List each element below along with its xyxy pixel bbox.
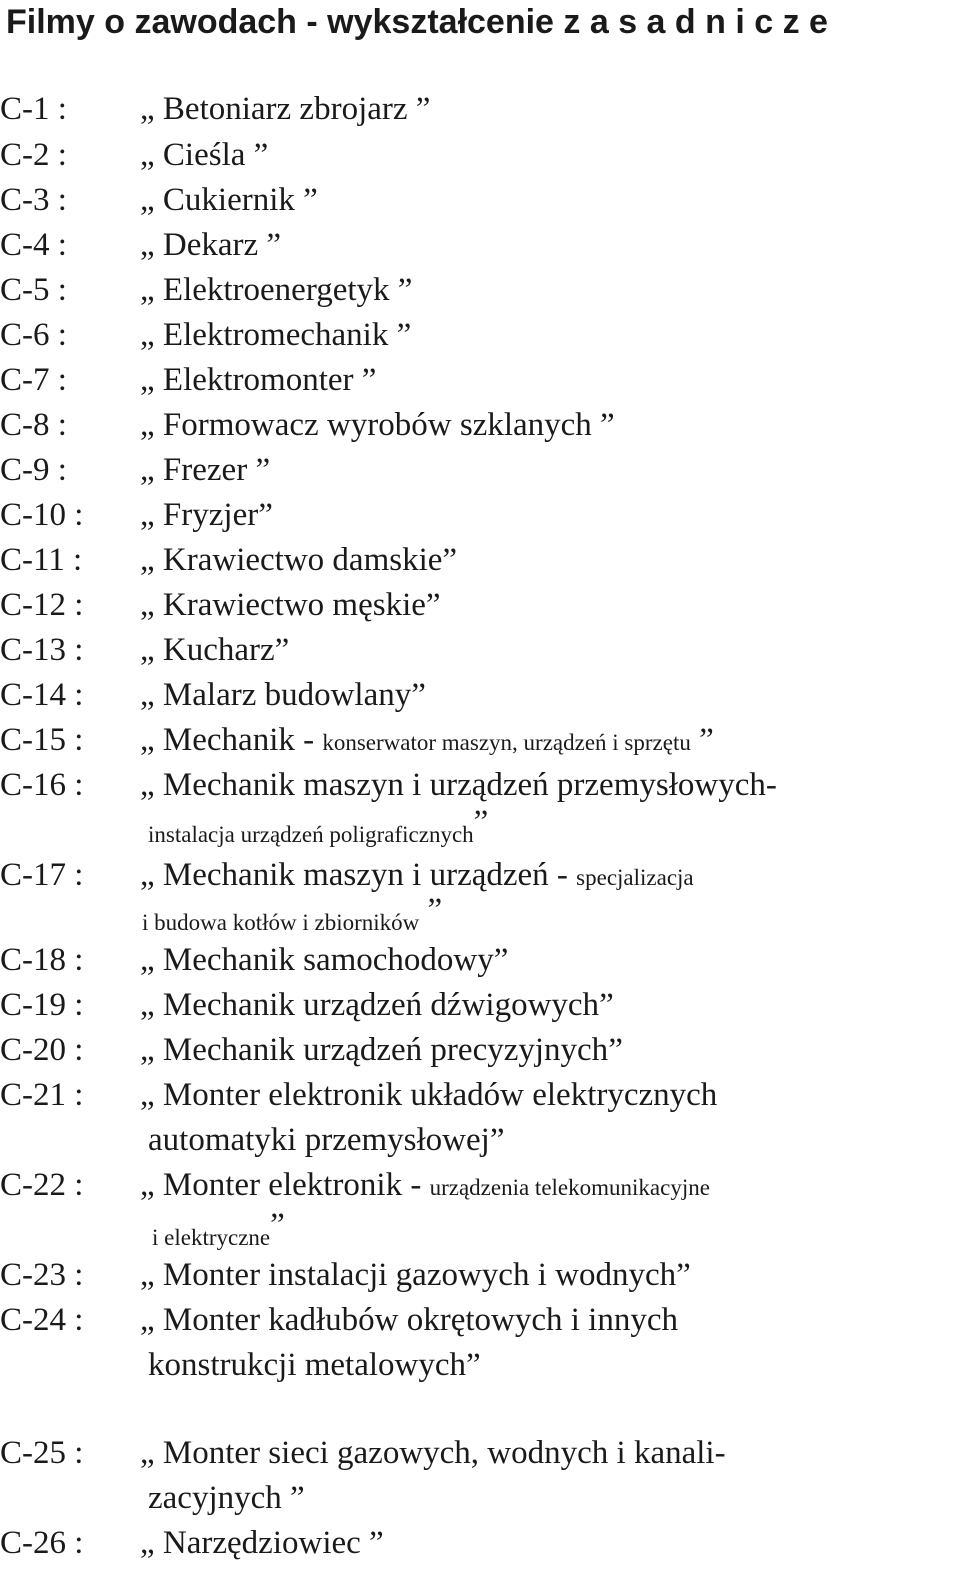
list-item: C-3 : „ Cukiernik ” bbox=[0, 182, 318, 218]
page-title: Filmy o zawodach - wykształcenie z a s a d n i c z e bbox=[6, 3, 828, 41]
entry-label: Monter elektronik - bbox=[162, 1167, 422, 1203]
entry-label: zacyjnych bbox=[148, 1480, 282, 1516]
entry-label: Cieśla bbox=[162, 137, 246, 173]
entry-code: C-4 : bbox=[0, 227, 67, 263]
entry-label: Elektroenergetyk bbox=[162, 272, 390, 308]
entry-label: Monter kadłubów okrętowych i innych bbox=[162, 1302, 678, 1338]
entry-code: C-12 : bbox=[0, 587, 84, 623]
entry-label: Frezer bbox=[162, 452, 248, 488]
entry-detail: specjalizacja bbox=[576, 865, 694, 890]
entry-code: C-20 : bbox=[0, 1032, 84, 1068]
entry-code: C-11 : bbox=[0, 542, 83, 578]
entry-code: C-10 : bbox=[0, 497, 84, 533]
entry-label: Mechanik urządzeń precyzyjnych bbox=[162, 1032, 609, 1068]
entry-label: Mechanik - bbox=[162, 722, 315, 758]
list-item: C-21 : „ Monter elektronik układów elektrycznych bbox=[0, 1077, 718, 1113]
list-item: C-17 : „ Mechanik maszyn i urządzeń - specjalizacja bbox=[0, 857, 694, 893]
entry-label: Betoniarz zbrojarz bbox=[162, 91, 408, 127]
entry-code: C-24 : bbox=[0, 1302, 84, 1338]
entry-code: C-26 : bbox=[0, 1525, 84, 1561]
entry-label: Elektromonter bbox=[162, 362, 354, 398]
list-item: C-26 : „ Narzędziowiec ” bbox=[0, 1525, 384, 1561]
entry-code: C-14 : bbox=[0, 677, 84, 713]
entry-code: C-21 : bbox=[0, 1077, 84, 1113]
entry-code: C-8 : bbox=[0, 407, 67, 443]
entry-label: Krawiectwo damskie bbox=[162, 542, 443, 578]
entry-label: Cukiernik bbox=[162, 182, 295, 218]
entry-continuation: konstrukcji metalowych” bbox=[148, 1347, 481, 1383]
entry-label: Krawiectwo męskie bbox=[162, 587, 426, 623]
entry-code: C-13 : bbox=[0, 632, 84, 668]
list-item: C-9 : „ Frezer ” bbox=[0, 452, 271, 488]
entry-code: C-22 : bbox=[0, 1167, 84, 1203]
list-item: C-16 : „ Mechanik maszyn i urządzeń przemysłowych- bbox=[0, 767, 777, 803]
entry-label: Elektromechanik bbox=[162, 317, 389, 353]
list-item: C-1 : „ Betoniarz zbrojarz ” bbox=[0, 91, 431, 127]
entry-code: C-23 : bbox=[0, 1257, 84, 1293]
entry-code: C-17 : bbox=[0, 857, 84, 893]
entry-label: Narzędziowiec bbox=[162, 1525, 361, 1561]
entry-code: C-3 : bbox=[0, 182, 67, 218]
entry-label: Mechanik maszyn i urządzeń przemysłowych- bbox=[162, 767, 777, 803]
entry-label: konstrukcji metalowych bbox=[148, 1347, 467, 1383]
list-item: C-22 : „ Monter elektronik - urządzenia telekomunikacyjne bbox=[0, 1167, 710, 1203]
entry-detail: urządzenia telekomunikacyjne bbox=[429, 1175, 710, 1200]
entry-code: C-25 : bbox=[0, 1435, 84, 1471]
entry-label: automatyki przemysłowej bbox=[148, 1122, 490, 1158]
entry-code: C-9 : bbox=[0, 452, 67, 488]
entry-code: C-18 : bbox=[0, 942, 84, 978]
list-item: C-20 : „ Mechanik urządzeń precyzyjnych” bbox=[0, 1032, 623, 1068]
list-item: C-2 : „ Cieśla ” bbox=[0, 137, 269, 173]
list-item: C-6 : „ Elektromechanik ” bbox=[0, 317, 412, 353]
list-item: C-7 : „ Elektromonter ” bbox=[0, 362, 377, 398]
list-item: C-5 : „ Elektroenergetyk ” bbox=[0, 272, 413, 308]
entry-code: C-5 : bbox=[0, 272, 67, 308]
entry-detail: instalacja urządzeń poligraficznych bbox=[148, 822, 474, 847]
entry-label: Mechanik samochodowy bbox=[162, 942, 494, 978]
entry-code: C-7 : bbox=[0, 362, 67, 398]
entry-label: Mechanik urządzeń dźwigowych bbox=[162, 987, 600, 1023]
list-item: C-15 : „ Mechanik - konserwator maszyn, urządzeń i sprzętu ” bbox=[0, 722, 714, 758]
list-item: C-18 : „ Mechanik samochodowy” bbox=[0, 942, 509, 978]
entry-code: C-16 : bbox=[0, 767, 84, 803]
entry-code: C-19 : bbox=[0, 987, 84, 1023]
entry-label: Fryzjer bbox=[162, 497, 259, 533]
list-item: C-12 : „ Krawiectwo męskie” bbox=[0, 587, 441, 623]
list-item: C-10 : „ Fryzjer” bbox=[0, 497, 273, 533]
entry-label: Monter sieci gazowych, wodnych i kanali- bbox=[162, 1435, 726, 1471]
list-item: C-8 : „ Formowacz wyrobów szklanych ” bbox=[0, 407, 615, 443]
list-item: C-24 : „ Monter kadłubów okrętowych i innych bbox=[0, 1302, 678, 1338]
list-item: C-11 : „ Krawiectwo damskie” bbox=[0, 542, 458, 578]
list-item: C-4 : „ Dekarz ” bbox=[0, 227, 282, 263]
list-item: C-14 : „ Malarz budowlany” bbox=[0, 677, 426, 713]
entry-continuation: automatyki przemysłowej” bbox=[148, 1122, 505, 1158]
entry-label: Formowacz wyrobów szklanych bbox=[162, 407, 592, 443]
list-item: C-13 : „ Kucharz” bbox=[0, 632, 290, 668]
list-item: C-25 : „ Monter sieci gazowych, wodnych i kanali- bbox=[0, 1435, 726, 1471]
entry-label: Kucharz bbox=[162, 632, 275, 668]
entry-label: Monter instalacji gazowych i wodnych bbox=[162, 1257, 677, 1293]
entry-detail: konserwator maszyn, urządzeń i sprzętu bbox=[322, 730, 691, 755]
list-item: C-19 : „ Mechanik urządzeń dźwigowych” bbox=[0, 987, 614, 1023]
entry-detail: i budowa kotłów i zbiorników bbox=[142, 910, 420, 935]
entry-label: Monter elektronik układów elektrycznych bbox=[162, 1077, 718, 1113]
entry-continuation: i elektryczne” bbox=[152, 1207, 285, 1250]
entry-label: Mechanik maszyn i urządzeń - bbox=[162, 857, 568, 893]
entry-detail: i elektryczne bbox=[152, 1225, 271, 1250]
list-item: C-23 : „ Monter instalacji gazowych i wodnych” bbox=[0, 1257, 691, 1293]
entry-continuation: zacyjnych ” bbox=[148, 1480, 305, 1516]
entry-continuation: instalacja urządzeń poligraficznych” bbox=[148, 804, 489, 847]
entry-code: C-6 : bbox=[0, 317, 67, 353]
entry-label: Dekarz bbox=[162, 227, 259, 263]
entry-code: C-2 : bbox=[0, 137, 67, 173]
entry-code: C-15 : bbox=[0, 722, 84, 758]
entry-code: C-1 : bbox=[0, 91, 67, 127]
entry-continuation: i budowa kotłów i zbiorników ” bbox=[142, 892, 443, 935]
entry-label: Malarz budowlany bbox=[162, 677, 412, 713]
